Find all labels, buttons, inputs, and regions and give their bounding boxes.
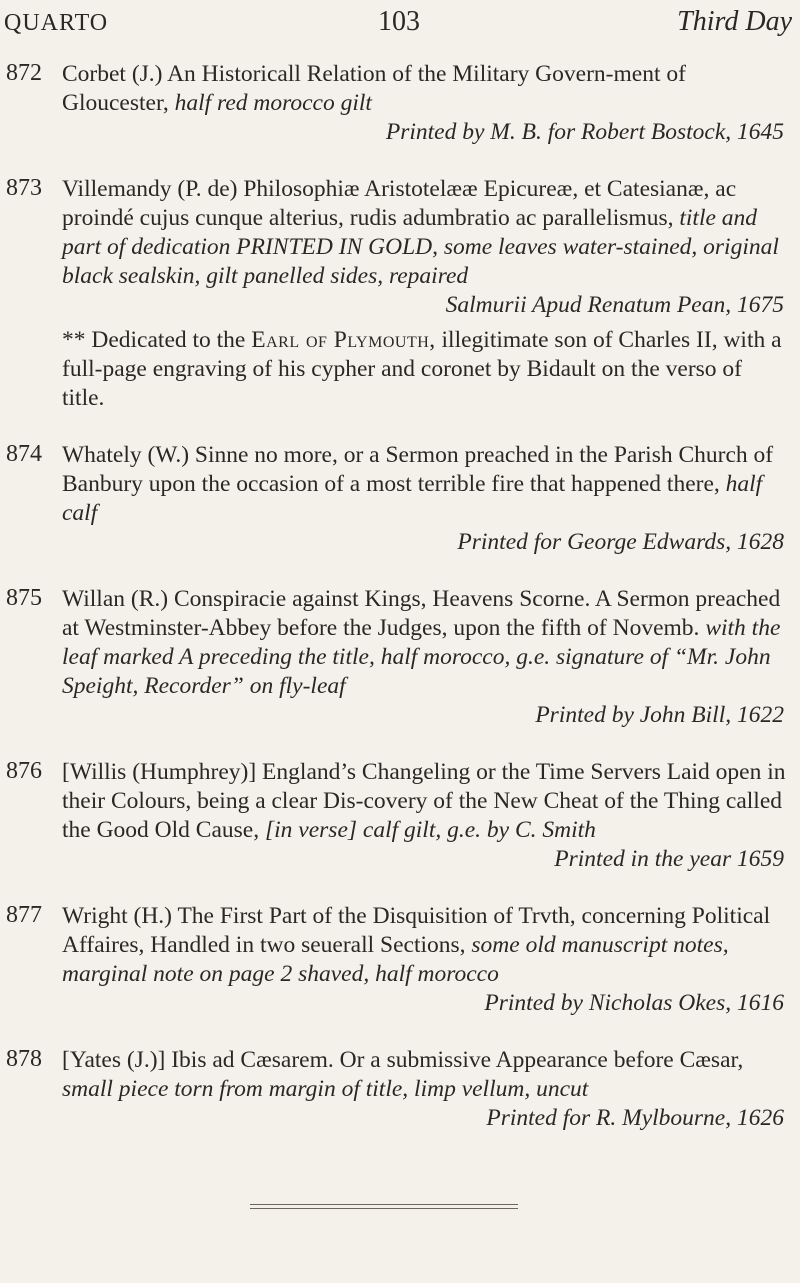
lot-description [62, 902, 788, 1018]
lot-description [62, 441, 788, 557]
lot-note [62, 326, 782, 413]
lot-number: 872 [6, 60, 42, 86]
lot-description [62, 175, 788, 320]
lot-condition: title and part of dedication PRINTED IN GOLD, some leaves water-stained, original black sealskin, gilt panelled sides, repaired [62, 205, 779, 289]
lot-list [0, 60, 800, 1161]
lot-entry [0, 758, 800, 874]
lot-number: 877 [6, 902, 42, 928]
lot-description [62, 1046, 788, 1133]
lot-entry [0, 902, 800, 1018]
lot-entry [0, 441, 800, 557]
lot-number: 878 [6, 1046, 42, 1072]
page-number: 103 [378, 6, 420, 37]
lot-entry [0, 60, 800, 147]
lot-condition: half red morocco gilt [174, 90, 372, 116]
lot-description [62, 585, 788, 730]
section-label: QUARTO [4, 10, 109, 36]
lot-title: Wright (H.) The First Part of the Disquisition of Trvth, concerning Political Affaires, Handled in two seuerall Sections, [62, 903, 771, 958]
lot-title: Whately (W.) Sinne no more, or a Sermon preached in the Parish Church of Banbury upon the occasion of a most terrible fire that happened there, [62, 442, 774, 497]
lot-description [62, 758, 788, 874]
note-text: illegitimate son of Charles II, with a full-page engraving of his cypher and coronet by Bidault on the verso of title. [62, 327, 782, 411]
lot-number: 875 [6, 585, 42, 611]
lot-imprint: Printed by M. B. for Robert Bostock, 1645 [385, 119, 784, 145]
lot-imprint: Salmurii Apud Renatum Pean, 1675 [445, 292, 784, 318]
note-prefix: ** Dedicated to the [62, 327, 246, 353]
lot-description [62, 60, 788, 147]
lot-imprint: Printed by Nicholas Okes, 1616 [484, 990, 784, 1016]
lot-title: [Willis (Humphrey)] England’s Changeling or the Time Servers Laid open in their Colours, being a clear Dis-covery of the New Cheat of the Thing called the Good Old Cause, [62, 759, 786, 843]
lot-condition: [in verse] calf gilt, g.e. by C. Smith [265, 817, 596, 843]
lot-number: 876 [6, 758, 42, 784]
sale-day-label: Third Day [677, 6, 792, 37]
lot-condition: small piece torn from margin of title, limp vellum, uncut [62, 1076, 589, 1102]
lot-title: Willan (R.) Conspiracie against Kings, Heavens Scorne. A Sermon preached at Westminster-Abbey before the Judges, upon the fifth of Novemb. [62, 586, 781, 641]
lot-title: [Yates (J.)] Ibis ad Cæsarem. Or a submissive Appearance before Cæsar, [62, 1047, 744, 1073]
running-head [0, 6, 800, 42]
lot-imprint: Printed by John Bill, 1622 [535, 702, 784, 728]
lot-condition: some old manuscript notes, marginal note on page 2 shaved, half morocco [62, 932, 729, 987]
lot-condition: with the leaf marked A preceding the title, half morocco, g.e. signature of “Mr. John Speight, Recorder” on fly-leaf [62, 615, 781, 699]
section-end-rule [250, 1204, 518, 1209]
lot-imprint: Printed in the year 1659 [554, 846, 784, 872]
lot-imprint: Printed for R. Mylbourne, 1626 [486, 1105, 784, 1131]
lot-title: Villemandy (P. de) Philosophiæ Aristotelææ Epicureæ, et Catesianæ, ac proindé cujus cunque alterius, rudis adumbratio ac parallelismus, [62, 176, 737, 231]
lot-entry [0, 175, 800, 413]
lot-condition: half calf [62, 471, 763, 526]
lot-title: Corbet (J.) An Historicall Relation of the Military Govern-ment of Gloucester, [62, 61, 686, 116]
lot-number: 874 [6, 441, 42, 467]
note-dedicatee: Earl of Plymouth, [251, 327, 436, 353]
lot-imprint: Printed for George Edwards, 1628 [457, 529, 784, 555]
lot-entry [0, 585, 800, 730]
lot-entry [0, 1046, 800, 1133]
lot-number: 873 [6, 175, 42, 201]
